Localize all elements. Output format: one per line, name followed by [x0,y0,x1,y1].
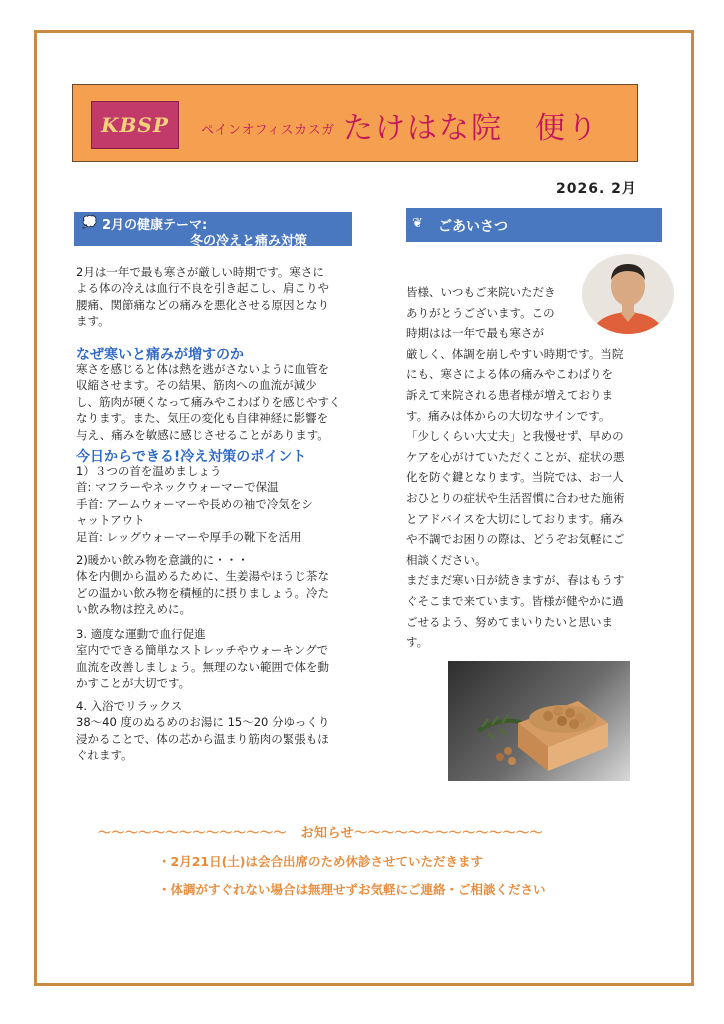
greeting-label: ごあいさつ [438,219,508,235]
issue-date: 2026. 2月 [556,181,637,197]
tip-3: 3. 適度な運動で血行促進 室内でできる簡単なストレッチやウォーキングで 血流を改善しましょう。無理のない範囲で体を動 かすことが大切です。 [76,627,329,691]
notice-title: ～～～～～～～～～～～～～～ お知らせ～～～～～～～～～～～～～～ [98,826,544,841]
greeting-banner [406,208,662,242]
newsletter-title: たけはな院 便り [343,111,599,146]
plant-icon: ❦ [412,216,423,231]
theme-title: 冬の冷えと痛み対策 [190,234,308,249]
tips-heading: 今日からできる!冷え対策のポイント [76,449,307,465]
why-text: 寒さを感じると体は熱を逃がさないように血管を 収縮させます。その結果、筋肉への血流が減少 し、筋肉が硬くなって痛みやこわばりを感じやすく なります。また、気圧の変化も自律神経に影響を 与え、痛みを敏感に感じさせることがあります。 [76,362,341,442]
theme-banner [74,212,352,249]
setsubun-beans-image [448,661,630,781]
notice-item-closure: ・2月21日(土)は会合出席のため休診させていただきます [158,854,484,869]
tip-1: 1）３つの首を温めましょう 首: マフラーやネックウォーマーで保温 手首: アームウォーマーや長めの袖で冷気をシ ャットアウト 足首: レッグウォーマーや厚手の靴下を活用 [76,464,313,544]
speech-bubble-icon: 💭 [82,215,97,229]
newsletter-header [72,84,638,162]
tip-2: 2)暖かい飲み物を意識的に・・・ 体を内側から温めるために、生姜湯やほうじ茶な どの温かい飲み物を積極的に摂りましょう。冷た い飲み物は控えめに。 [76,553,329,617]
theme-label: 2月の健康テーマ: [102,218,208,233]
why-heading: なぜ寒いと痛みが増すのか [76,347,244,363]
greeting-text: 皆様、いつもご来院いただき ありがとうございます。この 時期はは一年で最も寒さが 厳しく、体調を崩しやすい時期です。当院 にも、寒さによる体の痛みやこわばりを 訴えて来院される患者様が増えておりま す。痛みは体からの大切なサインです。 「少しくらい大丈夫」と我慢せず、早めの ケアを心がけていただくことが、症状の悪 化を防ぐ鍵となります。当院では、お一人 おひとりの症状や生活習慣に合わせた施術 とアドバイスを大切にしております。痛み や不調でお困りの際は、どうぞお気軽にご 相談ください。 まだまだ寒い日が続きますが、春はもうす ぐそこまで来ています。皆様が健やかに過 ごせるよう、努めてまいりたいと思いま す。 [406,285,625,650]
clinic-logo: KBSP [91,101,179,149]
clinic-name: ペインオフィスカスガ [201,123,335,138]
theme-intro: 2月は一年で最も寒さが厳しい時期です。寒さに よる体の冷えは血行不良を引き起こし、肩こりや 腰痛、関節痛などの痛みを悪化させる原因となり ます。 [76,265,329,329]
notice-item-contact: ・体調がすぐれない場合は無理せずお気軽にご連絡・ご相談ください [158,882,546,897]
tip-4: 4. 入浴でリラックス 38～40 度のぬるめのお湯に 15～20 分ゆっくり 浸かることで、体の芯から温まり筋肉の緊張もほ ぐれます。 [76,699,330,763]
